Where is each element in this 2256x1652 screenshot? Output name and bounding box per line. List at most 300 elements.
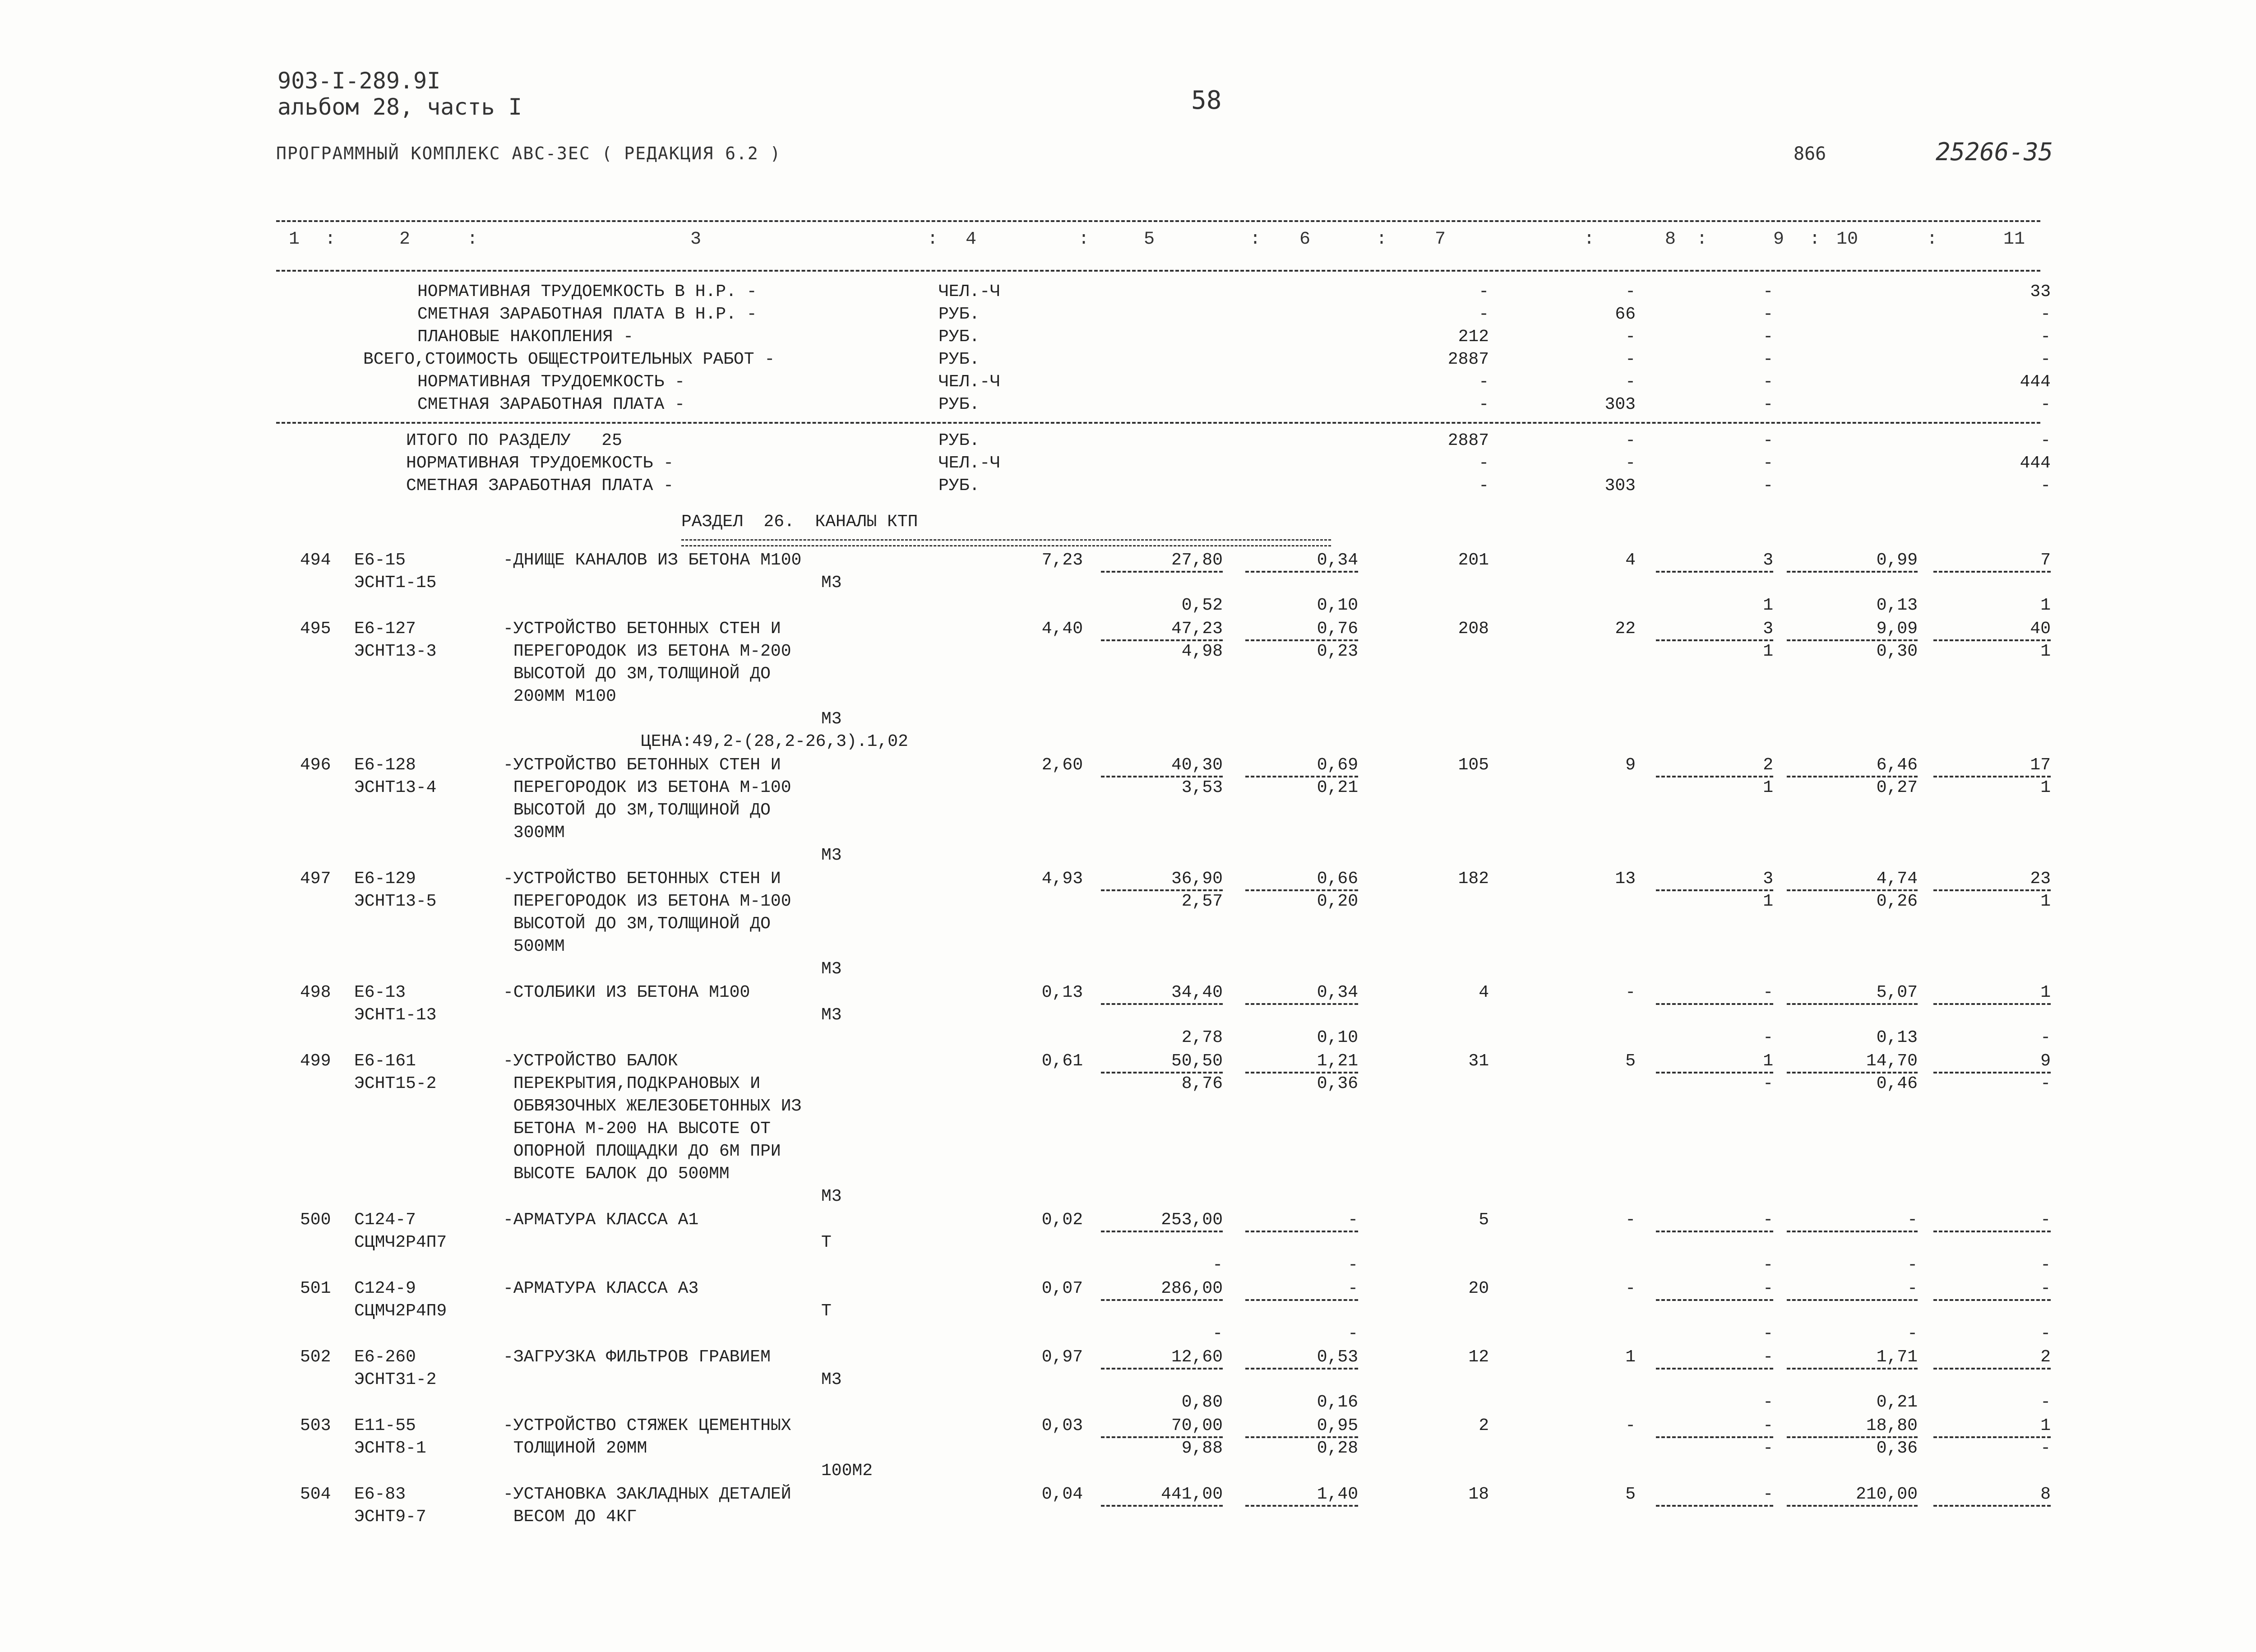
item-col7: 208 [1458,619,1489,639]
itogo-unit: ЧЕЛ.-Ч [938,453,1000,473]
summary-col7: 2887 [1447,350,1489,369]
summary-col9: - [1763,350,1773,369]
item-col11: 7 [2040,551,2051,570]
summary-col9: - [1763,395,1773,414]
item-number: 501 [300,1279,331,1298]
summary-unit: РУБ. [938,350,980,369]
itogo-label: НОРМАТИВНАЯ ТРУДОЕМКОСТЬ - [406,453,674,473]
itogo-label: СМЕТНАЯ ЗАРАБОТНАЯ ПЛАТА - [406,476,674,495]
item-col9: 2 [1763,755,1773,775]
item-col7: 2 [1479,1416,1489,1435]
item-col8: 9 [1625,755,1636,775]
item-col10: 6,46 [1876,755,1918,775]
summary-col11: - [2040,327,2051,347]
itogo-col7: 2887 [1447,431,1489,450]
item-description: 300ММ [503,823,565,842]
item-quantity: 0,04 [1041,1485,1083,1504]
itogo-rule [276,422,2040,424]
summary-col7: - [1479,372,1489,392]
column-separator: : [927,229,938,250]
separator-dash [1245,1003,1358,1005]
summary-col7: - [1479,282,1489,301]
item-col11: 23 [2030,869,2051,888]
item-description: -УСТАНОВКА ЗАКЛАДНЫХ ДЕТАЛЕЙ [503,1485,791,1504]
item-quantity: 0,61 [1041,1051,1083,1071]
itogo-unit: РУБ. [938,431,980,450]
separator-dash [1245,1368,1358,1370]
summary-col8: - [1625,327,1636,347]
item-col9: 1 [1763,1051,1773,1071]
summary-col7: - [1479,305,1489,324]
separator-dash [1933,1299,2051,1301]
item-col7: 31 [1468,1051,1489,1071]
item-col11: 40 [2030,619,2051,639]
separator-dash [1656,776,1773,777]
summary-col8: 66 [1615,305,1636,324]
item-col11-wage: - [2040,1255,2051,1275]
item-col6-wage: 0,36 [1317,1074,1358,1093]
item-unit: М3 [821,709,842,729]
item-code: С124-9 [354,1279,416,1298]
separator-dash [1933,571,2051,573]
item-description: ВЫСОТЕ БАЛОК ДО 500ММ [503,1164,730,1184]
summary-label: ВСЕГО,СТОИМОСТЬ ОБЩЕСТРОИТЕЛЬНЫХ РАБОТ - [363,350,775,369]
summary-col11: - [2040,305,2051,324]
item-col8: - [1625,1279,1636,1298]
item-quantity: 0,03 [1041,1416,1083,1435]
item-col7: 12 [1468,1347,1489,1367]
itogo-col11: - [2040,476,2051,495]
separator-dash [1933,889,2051,891]
item-price-formula: ЦЕНА:49,2-(28,2-26,3).1,02 [641,732,908,751]
item-quantity: 4,40 [1041,619,1083,639]
column-separator: : [467,229,478,250]
separator-dash [1101,1072,1223,1074]
item-col9-wage: - [1763,1074,1773,1093]
separator-dash [1933,639,2051,641]
item-unit: М3 [821,959,842,979]
item-unit: 100М2 [821,1461,873,1481]
separator-dash [1101,1505,1223,1507]
item-description: -АРМАТУРА КЛАССА А3 [503,1279,699,1298]
item-unit: Т [821,1301,832,1321]
item-col10-wage: 0,13 [1876,1028,1918,1047]
summary-col11: - [2040,350,2051,369]
itogo-unit: РУБ. [938,476,980,495]
item-col11: - [2040,1279,2051,1298]
program-title: ПРОГРАММНЫЙ КОМПЛЕКС АВС-3ЕС ( РЕДАКЦИЯ 6.2 ) [276,143,781,163]
itogo-col8: 303 [1604,476,1636,495]
summary-unit: РУБ. [938,327,980,347]
item-col7: 105 [1458,755,1489,775]
ref-number: 25266-35 [1936,138,2053,166]
column-header-rule [276,270,2040,272]
item-col11: 9 [2040,1051,2051,1071]
column-header-row [289,229,2039,252]
item-quantity: 0,97 [1041,1347,1083,1367]
item-col10: - [1907,1210,1918,1230]
item-col9: 3 [1763,869,1773,888]
summary-col8: - [1625,282,1636,301]
separator-dash [1656,1436,1773,1438]
item-col11-wage: - [2040,1393,2051,1412]
item-col9-wage: - [1763,1439,1773,1458]
summary-label: ПЛАНОВЫЕ НАКОПЛЕНИЯ - [417,327,633,347]
item-col9: - [1763,1279,1773,1298]
item-description: -СТОЛБИКИ ИЗ БЕТОНА М100 [503,983,750,1002]
separator-dash [1101,1231,1223,1232]
summary-label: НОРМАТИВНАЯ ТРУДОЕМКОСТЬ В Н.Р. - [417,282,757,301]
item-description: -АРМАТУРА КЛАССА А1 [503,1210,699,1230]
item-col7: 18 [1468,1485,1489,1504]
item-number: 498 [300,983,331,1002]
item-description: ВЫСОТОЙ ДО 3М,ТОЛЩИНОЙ ДО [503,914,771,934]
separator-dash [1101,776,1223,777]
item-col6: 0,53 [1317,1347,1358,1367]
itogo-col7: - [1479,453,1489,473]
item-col6-wage: - [1348,1324,1358,1343]
itogo-col8: - [1625,453,1636,473]
item-col5-wage: 9,88 [1181,1439,1223,1458]
item-col10: 210,00 [1856,1485,1918,1504]
item-col9: - [1763,1210,1773,1230]
item-col7: 5 [1479,1210,1489,1230]
item-col10: 0,99 [1876,551,1918,570]
itogo-col11: - [2040,431,2051,450]
item-col6-wage: 0,21 [1317,778,1358,797]
separator-dash [1656,639,1773,641]
item-col5: 50,50 [1171,1051,1223,1071]
item-description: -ДНИЩЕ КАНАЛОВ ИЗ БЕТОНА М100 [503,551,802,570]
item-col10: 18,80 [1866,1416,1918,1435]
section-title: РАЗДЕЛ 26. КАНАЛЫ КТП [681,512,918,532]
item-col5-wage: 8,76 [1181,1074,1223,1093]
item-col10-wage: 0,36 [1876,1439,1918,1458]
item-col5: 12,60 [1171,1347,1223,1367]
separator-dash [1933,1072,2051,1074]
item-number: 504 [300,1485,331,1504]
item-norm-code: ЭСНТ1-15 [354,573,437,592]
item-col5: 253,00 [1161,1210,1223,1230]
item-number: 495 [300,619,331,639]
item-number: 500 [300,1210,331,1230]
column-separator: : [1078,229,1090,250]
item-col8: - [1625,1210,1636,1230]
item-col6: 0,34 [1317,983,1358,1002]
item-description: ПЕРЕГОРОДОК ИЗ БЕТОНА М-100 [503,892,791,911]
item-description: ПЕРЕКРЫТИЯ,ПОДКРАНОВЫХ И [503,1074,761,1093]
separator-dash [1787,1003,1918,1005]
summary-col9: - [1763,282,1773,301]
summary-unit: ЧЕЛ.-Ч [938,282,1000,301]
item-norm-code: ЭСНТ8-1 [354,1439,426,1458]
item-col11: 1 [2040,983,2051,1002]
item-code: Е6-129 [354,869,416,888]
item-col11-wage: 1 [2040,596,2051,615]
item-norm-code: ЭСНТ1-13 [354,1005,437,1025]
item-col9-wage: 1 [1763,642,1773,661]
item-description: ВЫСОТОЙ ДО 3М,ТОЛЩИНОЙ ДО [503,664,771,684]
item-description: -УСТРОЙСТВО БЕТОННЫХ СТЕН И [503,619,781,639]
doc-code-block [277,68,522,120]
item-col5-wage: 2,57 [1181,892,1223,911]
item-col10: 4,74 [1876,869,1918,888]
separator-dash [1245,571,1358,573]
item-col10-wage: - [1907,1255,1918,1275]
item-description: -УСТРОЙСТВО БЕТОННЫХ СТЕН И [503,869,781,888]
item-description: 500ММ [503,937,565,956]
item-col8: 5 [1625,1051,1636,1071]
item-col6-wage: 0,23 [1317,642,1358,661]
item-col8: - [1625,983,1636,1002]
item-col11-wage: - [2040,1074,2051,1093]
column-separator: : [1697,229,1708,250]
item-col11: 1 [2040,1416,2051,1435]
item-code: Е6-260 [354,1347,416,1367]
item-col9: 3 [1763,619,1773,639]
table-top-rule [276,220,2040,222]
summary-unit: РУБ. [938,395,980,414]
item-col11: 17 [2030,755,2051,775]
item-unit: М3 [821,1187,842,1206]
separator-dash [1101,571,1223,573]
separator-dash [1787,889,1918,891]
column-header-5: 5 [1144,229,1155,250]
item-norm-code: ЭСНТ31-2 [354,1370,437,1389]
item-number: 494 [300,551,331,570]
doc-code: 903-I-289.9I [277,68,441,94]
separator-dash [1933,1231,2051,1232]
item-col7: 201 [1458,551,1489,570]
item-description: ОБВЯЗОЧНЫХ ЖЕЛЕЗОБЕТОННЫХ ИЗ [503,1097,802,1116]
item-col10-wage: 0,46 [1876,1074,1918,1093]
item-col6-wage: 0,10 [1317,1028,1358,1047]
item-col9-wage: 1 [1763,778,1773,797]
separator-dash [1933,1368,2051,1370]
item-col9: - [1763,1347,1773,1367]
item-code: Е6-15 [354,551,406,570]
item-col5: 34,40 [1171,983,1223,1002]
item-col5: 36,90 [1171,869,1223,888]
item-col8: 22 [1615,619,1636,639]
item-col6-wage: 0,28 [1317,1439,1358,1458]
item-col5-wage: 0,52 [1181,596,1223,615]
separator-dash [1787,1299,1918,1301]
summary-label: СМЕТНАЯ ЗАРАБОТНАЯ ПЛАТА В Н.Р. - [417,305,757,324]
item-col5-wage: - [1212,1324,1223,1343]
separator-dash [1787,1436,1918,1438]
item-col11: 8 [2040,1485,2051,1504]
separator-dash [1933,1505,2051,1507]
item-col11: 2 [2040,1347,2051,1367]
separator-dash [1101,1436,1223,1438]
item-col8: 4 [1625,551,1636,570]
item-col5: 47,23 [1171,619,1223,639]
separator-dash [1933,1436,2051,1438]
column-header-3: 3 [690,229,702,250]
summary-col9: - [1763,305,1773,324]
item-col7: 182 [1458,869,1489,888]
item-description: ТОЛЩИНОЙ 20ММ [503,1439,647,1458]
item-col9: - [1763,1416,1773,1435]
item-number: 497 [300,869,331,888]
item-col5-wage: 4,98 [1181,642,1223,661]
item-col11-wage: - [2040,1439,2051,1458]
item-col9: 3 [1763,551,1773,570]
item-code: Е6-128 [354,755,416,775]
item-col11-wage: 1 [2040,892,2051,911]
summary-label: НОРМАТИВНАЯ ТРУДОЕМКОСТЬ - [417,372,685,392]
separator-dash [1656,571,1773,573]
item-col10: 14,70 [1866,1051,1918,1071]
item-col5: 27,80 [1171,551,1223,570]
summary-label: СМЕТНАЯ ЗАРАБОТНАЯ ПЛАТА - [417,395,685,414]
item-col6-wage: - [1348,1255,1358,1275]
item-description: БЕТОНА М-200 НА ВЫСОТЕ ОТ [503,1119,771,1138]
item-norm-code: ЭСНТ9-7 [354,1507,426,1527]
separator-dash [1656,1368,1773,1370]
separator-dash [1656,889,1773,891]
item-quantity: 0,02 [1041,1210,1083,1230]
item-description: ВЫСОТОЙ ДО 3М,ТОЛЩИНОЙ ДО [503,801,771,820]
item-col5: 441,00 [1161,1485,1223,1504]
item-code: Е6-83 [354,1485,406,1504]
itogo-col8: - [1625,431,1636,450]
item-col8: 13 [1615,869,1636,888]
item-description: ОПОРНОЙ ПЛОЩАДКИ ДО 6М ПРИ [503,1142,781,1161]
item-col9-wage: - [1763,1324,1773,1343]
separator-dash [1101,1299,1223,1301]
separator-dash [1787,1368,1918,1370]
item-col6: 0,69 [1317,755,1358,775]
item-col8: 5 [1625,1485,1636,1504]
item-quantity: 4,93 [1041,869,1083,888]
item-norm-code: СЦМЧ2Р4П9 [354,1301,447,1321]
summary-col7: - [1479,395,1489,414]
separator-dash [1245,1436,1358,1438]
column-separator: : [1250,229,1261,250]
summary-col11: - [2040,395,2051,414]
item-description: ПЕРЕГОРОДОК ИЗ БЕТОНА М-100 [503,778,791,797]
separator-dash [1933,776,2051,777]
item-col5-wage: 2,78 [1181,1028,1223,1047]
item-col10-wage: 0,21 [1876,1393,1918,1412]
item-unit: Т [821,1233,832,1252]
item-col5: 70,00 [1171,1416,1223,1435]
itogo-col11: 444 [2020,453,2051,473]
item-col11-wage: 1 [2040,778,2051,797]
item-col7: 20 [1468,1279,1489,1298]
section-title-underline [681,539,1331,546]
item-col6: 0,76 [1317,619,1358,639]
separator-dash [1656,1072,1773,1074]
item-col6-wage: 0,10 [1317,596,1358,615]
summary-col9: - [1763,372,1773,392]
item-quantity: 0,13 [1041,983,1083,1002]
item-col6-wage: 0,16 [1317,1393,1358,1412]
item-number: 499 [300,1051,331,1071]
item-col5-wage: 0,80 [1181,1393,1223,1412]
item-col6: - [1348,1210,1358,1230]
separator-dash [1787,571,1918,573]
page-number: 58 [1191,86,1222,115]
separator-dash [1656,1299,1773,1301]
item-code: С124-7 [354,1210,416,1230]
column-header-7: 7 [1435,229,1446,250]
item-unit: М3 [821,1005,842,1025]
item-col10: 5,07 [1876,983,1918,1002]
ref-866: 866 [1794,143,1826,164]
item-col6: 1,40 [1317,1485,1358,1504]
item-number: 503 [300,1416,331,1435]
separator-dash [1245,889,1358,891]
album-label: альбом 28, часть I [277,94,522,120]
item-col10-wage: - [1907,1324,1918,1343]
separator-dash [1245,776,1358,777]
item-quantity: 2,60 [1041,755,1083,775]
item-description: ВЕСОМ ДО 4КГ [503,1507,637,1527]
item-col11-wage: - [2040,1324,2051,1343]
item-col9: - [1763,1485,1773,1504]
item-col10-wage: 0,26 [1876,892,1918,911]
column-separator: : [1809,229,1821,250]
item-norm-code: ЭСНТ13-4 [354,778,437,797]
separator-dash [1245,1505,1358,1507]
separator-dash [1656,1003,1773,1005]
item-col10-wage: 0,13 [1876,596,1918,615]
summary-col8: 303 [1604,395,1636,414]
item-col6: - [1348,1279,1358,1298]
separator-dash [1787,1231,1918,1232]
summary-col8: - [1625,372,1636,392]
column-separator: : [1584,229,1595,250]
summary-col8: - [1625,350,1636,369]
column-header-8: 8 [1665,229,1676,250]
item-col7: 4 [1479,983,1489,1002]
item-code: Е6-127 [354,619,416,639]
item-col10-wage: 0,30 [1876,642,1918,661]
itogo-col7: - [1479,476,1489,495]
item-description: -УСТРОЙСТВО БЕТОННЫХ СТЕН И [503,755,781,775]
item-col10: - [1907,1279,1918,1298]
separator-dash [1787,1505,1918,1507]
separator-dash [1787,639,1918,641]
separator-dash [1787,776,1918,777]
column-header-11: 11 [2003,229,2025,250]
item-col6-wage: 0,20 [1317,892,1358,911]
separator-dash [1101,1003,1223,1005]
item-description: -УСТРОЙСТВО БАЛОК [503,1051,678,1071]
item-col9-wage: - [1763,1393,1773,1412]
itogo-col9: - [1763,453,1773,473]
item-col5-wage: 3,53 [1181,778,1223,797]
item-code: Е11-55 [354,1416,416,1435]
summary-col11: 444 [2020,372,2051,392]
item-code: Е6-161 [354,1051,416,1071]
column-separator: : [1376,229,1387,250]
item-col6: 0,66 [1317,869,1358,888]
item-col9-wage: 1 [1763,596,1773,615]
item-col10: 1,71 [1876,1347,1918,1367]
column-header-10: 10 [1836,229,1858,250]
item-col8: 1 [1625,1347,1636,1367]
item-col5: 40,30 [1171,755,1223,775]
column-header-4: 4 [966,229,977,250]
summary-col11: 33 [2030,282,2051,301]
item-unit: М3 [821,1370,842,1389]
item-col10-wage: 0,27 [1876,778,1918,797]
item-col11-wage: - [2040,1028,2051,1047]
